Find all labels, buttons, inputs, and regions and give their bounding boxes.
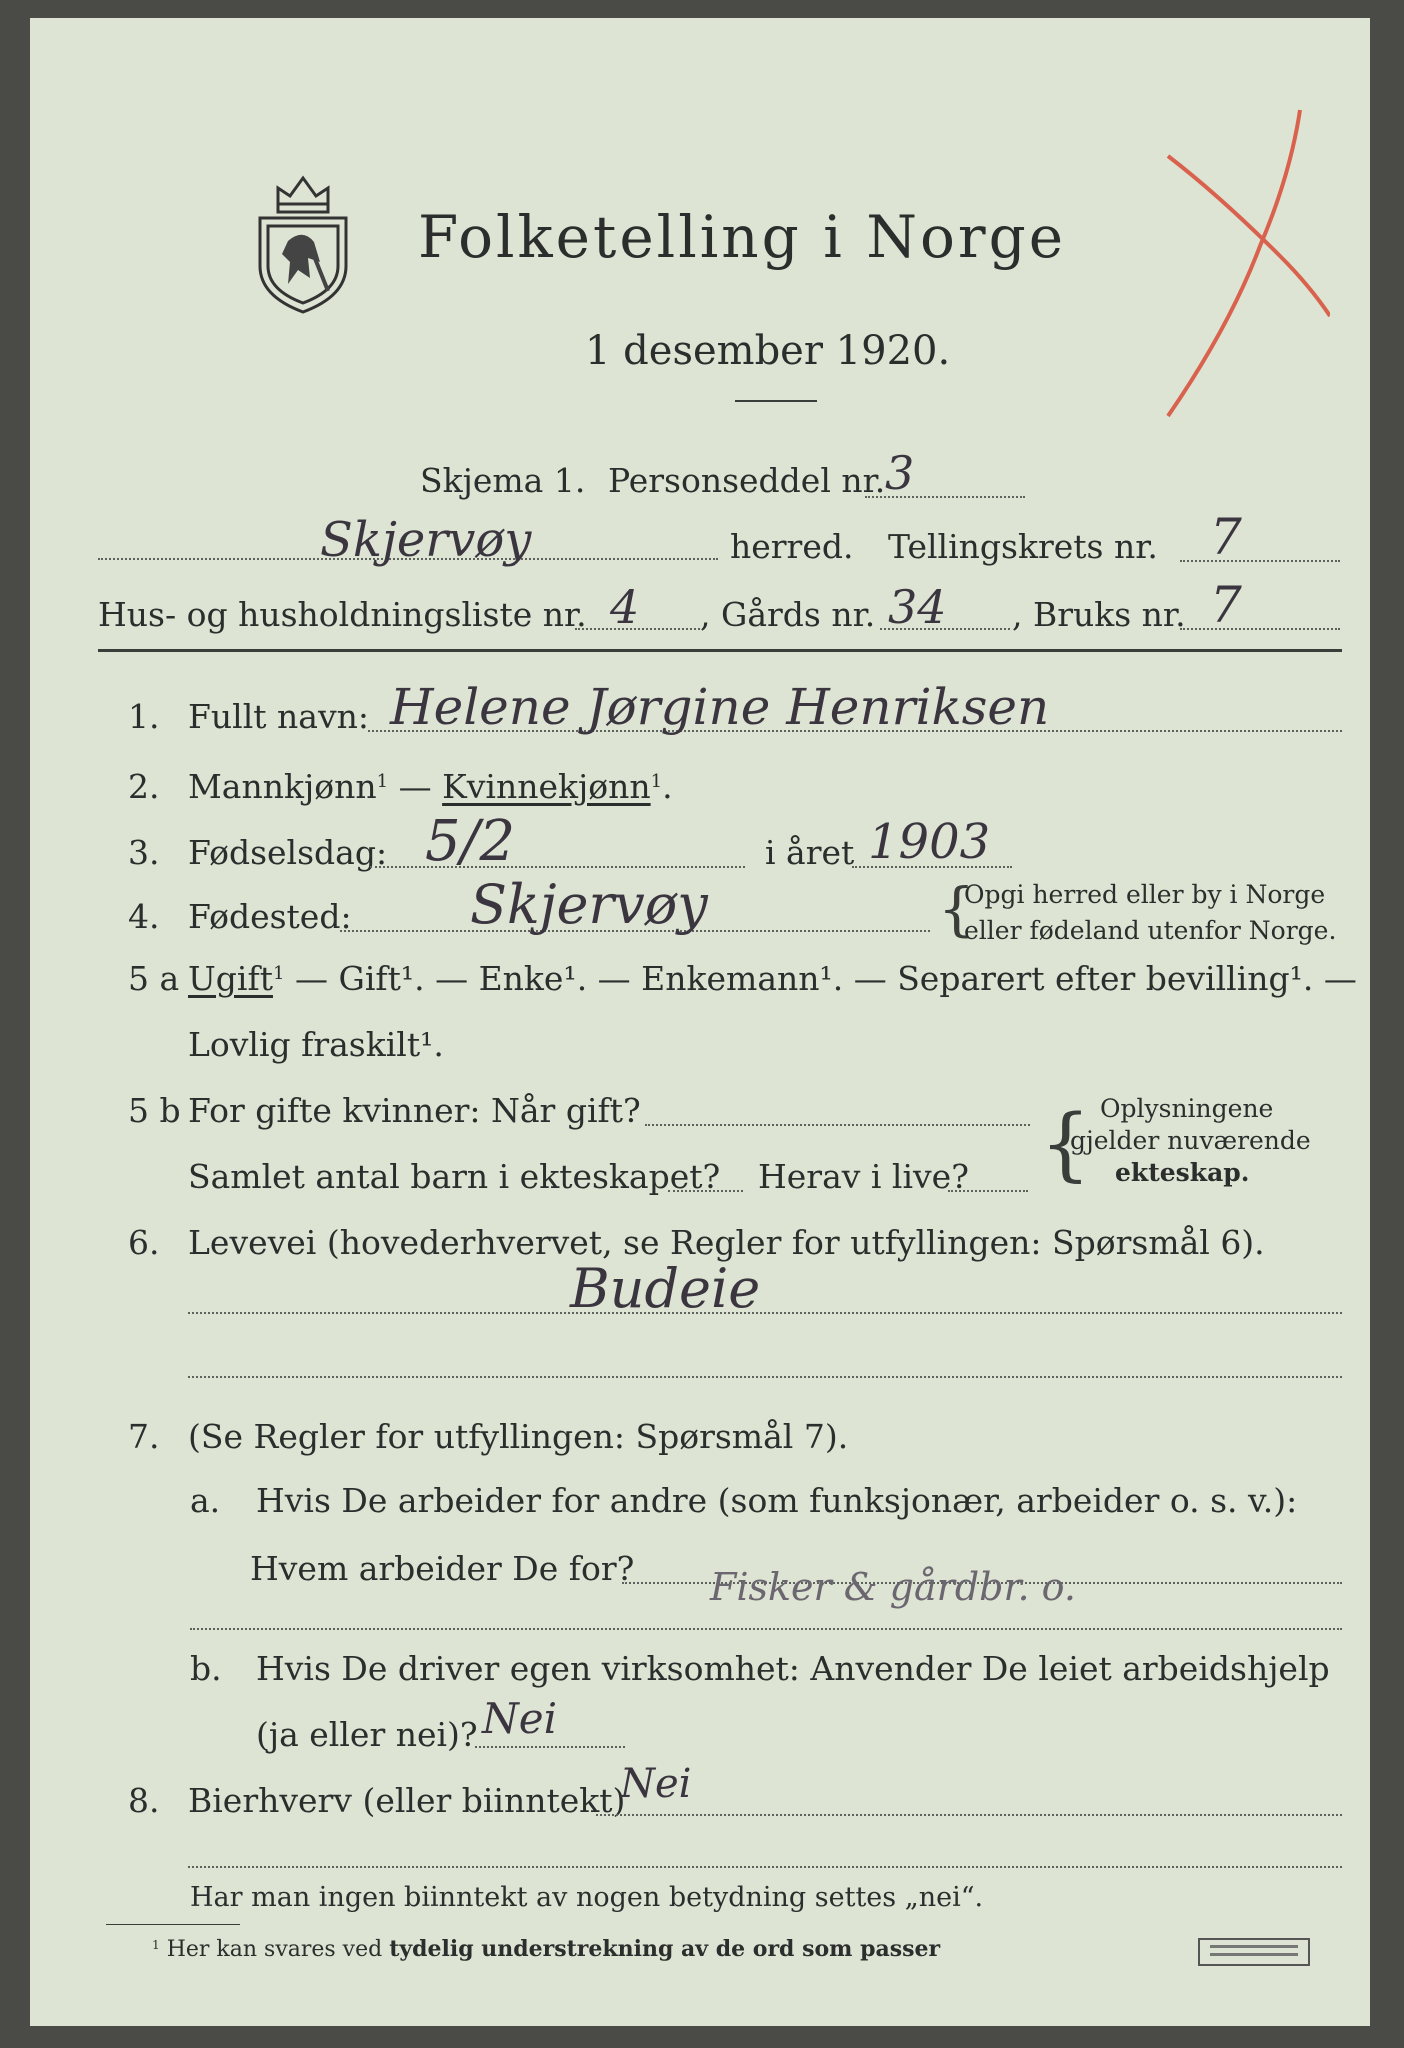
header-divider	[98, 649, 1342, 652]
q5a-rest: — Gift¹. — Enke¹. — Enkemann¹. — Separert efter bevilling¹. —	[295, 959, 1357, 998]
q7a-number: a.	[190, 1481, 221, 1520]
census-form-page	[30, 18, 1370, 2026]
q8-label: Bierhverv (eller biinntekt)	[188, 1781, 626, 1820]
herred-value: Skjervøy	[320, 512, 532, 568]
q5b-note1: Oplysningene	[1100, 1094, 1274, 1123]
q5b-line2b: Herav i live?	[758, 1157, 969, 1196]
skjema-label: Skjema 1.	[420, 461, 586, 500]
q7b-number: b.	[190, 1649, 222, 1688]
q7b-value: Nei	[482, 1694, 558, 1743]
q1-label: Fullt navn:	[188, 697, 369, 736]
q5b-line2a: Samlet antal barn i ekteskapet?	[188, 1157, 721, 1196]
q5b-note3: ekteskap.	[1115, 1158, 1250, 1187]
q8-value: Nei	[620, 1761, 692, 1807]
q5b-brace: {	[1040, 1097, 1091, 1190]
form-title: Folketelling i Norge	[418, 203, 1067, 271]
census-date: 1 desember 1920.	[585, 328, 951, 374]
q7a-value: Fisker & gårdbr. o.	[710, 1565, 1076, 1609]
bruks-label: , Bruks nr.	[1012, 595, 1186, 634]
q4-value: Skjervøy	[470, 873, 708, 936]
q3-number: 3.	[128, 833, 160, 872]
q5b-children-field[interactable]	[668, 1190, 743, 1192]
q5b-married-field[interactable]	[645, 1124, 1030, 1126]
q7-label: (Se Regler for utfyllingen: Spørsmål 7).	[188, 1417, 849, 1456]
q4-number: 4.	[128, 897, 160, 936]
q4-note-line1: Opgi herred eller by i Norge	[964, 880, 1326, 909]
q4-note-line2: eller fødeland utenfor Norge.	[964, 916, 1337, 945]
q5b-number: 5 b	[128, 1091, 181, 1130]
red-x-mark	[1160, 106, 1330, 436]
title-divider	[735, 400, 817, 402]
q7b-field[interactable]	[475, 1746, 625, 1748]
coat-of-arms-icon	[248, 166, 358, 316]
footnote-bold: tydelig understrekning av de ord som passer	[389, 1936, 941, 1962]
q7a-line2: Hvem arbeider De for?	[250, 1549, 635, 1588]
q1-value: Helene Jørgine Henriksen	[390, 678, 1050, 736]
q7-number: 7.	[128, 1417, 160, 1456]
q2-male-sup: 1	[376, 771, 389, 793]
q5a-ugift[interactable]: Ugift	[188, 959, 273, 998]
footnote	[152, 1938, 940, 1961]
q2-options	[188, 767, 673, 806]
q7b-line1: Hvis De driver egen virksomhet: Anvender De leiet arbeidshjelp	[256, 1649, 1330, 1688]
q3-year-label: i året	[765, 833, 855, 872]
q6-label: Levevei (hovederhvervet, se Regler for utfyllingen: Spørsmål 6).	[188, 1223, 1265, 1262]
q8-field-1[interactable]	[596, 1814, 1342, 1816]
q2-sep: —	[388, 767, 443, 806]
q4-label: Fødested:	[188, 897, 352, 936]
personseddel-value: 3	[885, 446, 915, 500]
footnote-divider	[106, 1924, 240, 1925]
q8-number: 8.	[128, 1781, 160, 1820]
hus-label: Hus- og husholdningsliste nr.	[98, 595, 587, 634]
gards-label: , Gårds nr.	[700, 595, 876, 634]
q6-field-2[interactable]	[188, 1376, 1342, 1378]
q5b-line1: For gifte kvinner: Når gift?	[188, 1091, 641, 1130]
q5a-options	[188, 959, 1357, 998]
q3-value: 5/2	[425, 809, 516, 874]
q2-male[interactable]: Mannkjønn	[188, 767, 377, 806]
q1-number: 1.	[128, 697, 160, 736]
tellingskrets-value: 7	[1210, 508, 1242, 566]
nei-note: Har man ingen biinntekt av nogen betydning settes „nei“.	[190, 1882, 984, 1913]
q2-number: 2.	[128, 767, 160, 806]
footnote-mark: 1	[152, 1937, 160, 1952]
tellingskrets-field[interactable]	[1180, 560, 1340, 562]
q2-end: .	[662, 767, 673, 806]
q6-value: Budeie	[570, 1257, 761, 1320]
q7a-field-2[interactable]	[190, 1628, 1342, 1630]
bruks-field[interactable]	[1180, 628, 1340, 630]
q8-field-2[interactable]	[188, 1866, 1342, 1868]
q5a-ugift-sup: 1	[272, 963, 285, 985]
q7a-line1: Hvis De arbeider for andre (som funksjonær, arbeider o. s. v.):	[256, 1481, 1298, 1520]
q3-label: Fødselsdag:	[188, 833, 388, 872]
q6-field-1[interactable]	[188, 1312, 1342, 1314]
q6-number: 6.	[128, 1223, 160, 1262]
footnote-text: Her kan svares ved	[166, 1937, 383, 1962]
bruks-value: 7	[1210, 576, 1242, 634]
tellingskrets-label: Tellingskrets nr.	[888, 527, 1158, 566]
gards-value: 34	[888, 580, 947, 634]
q5b-note2: gjelder nuværende	[1070, 1126, 1311, 1155]
q5a-number: 5 a	[128, 959, 180, 998]
q5a-line2: Lovlig fraskilt¹.	[188, 1025, 444, 1064]
q3-year-value: 1903	[868, 814, 991, 870]
q5b-alive-field[interactable]	[948, 1190, 1028, 1192]
q2-female[interactable]: Kvinnekjønn	[442, 767, 651, 806]
q4-brace: {	[938, 875, 975, 943]
q7b-line2: (ja eller nei)?	[256, 1715, 478, 1754]
herred-label: herred.	[730, 527, 854, 566]
hus-value: 4	[610, 580, 640, 634]
printer-stamp	[1198, 1938, 1310, 1966]
q2-female-sup: 1	[650, 771, 663, 793]
personseddel-label: Personseddel nr.	[608, 461, 886, 500]
